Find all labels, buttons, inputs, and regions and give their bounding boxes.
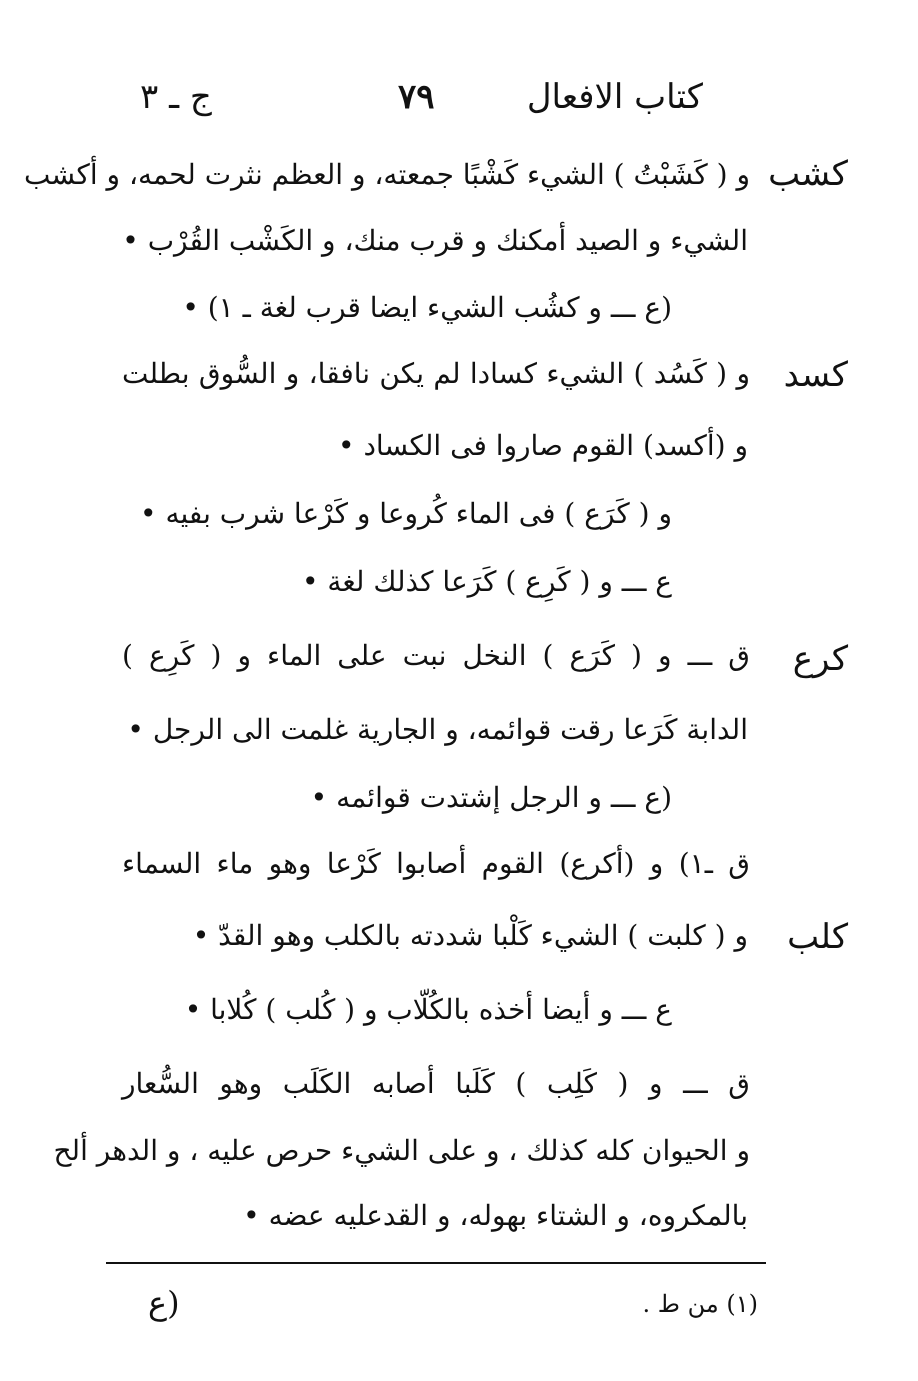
entry-line: و ( كَسُد ) الشيء كسادا لم يكن نافقا، و السُّوق بطلت bbox=[122, 357, 750, 390]
entry-line: بالمكروه، و الشتاء بهوله، و القدعليه عضه • bbox=[243, 1199, 748, 1232]
entry-line: ق ـ١) و (أكرع) القوم أصابوا كَرْعا وهو ماء السماء bbox=[122, 847, 750, 880]
entry-line: ع ـــ و ( كَرِع ) كَرَعا كذلك لغة • bbox=[301, 565, 672, 598]
entry-line: (ع ـــ و الرجل إشتدت قوائمه • bbox=[310, 781, 672, 814]
footnote: (١) من ط . bbox=[642, 1290, 758, 1318]
headword: كلب bbox=[787, 917, 848, 957]
volume-label: ج ـ ٣ bbox=[140, 77, 212, 117]
headword: كسد bbox=[783, 355, 848, 395]
footnote-divider bbox=[106, 1262, 766, 1264]
entry-line: و ( كَشَبْتُ ) الشيء كَشْبًا جمعته، و العظم نثرت لحمه، و أكشب bbox=[24, 158, 750, 191]
entry-line: ق ـــ و ( كَلِب ) كَلَبا أصابه الكَلَب وهو السُّعار bbox=[122, 1067, 750, 1100]
entry-line: و الحيوان كله كذلك ، و على الشيء حرص عليه ، و الدهر ألح bbox=[53, 1134, 750, 1167]
entry-line: و (أكسد) القوم صاروا فى الكساد • bbox=[338, 429, 748, 462]
book-title: كتاب الافعال bbox=[526, 77, 703, 117]
page-number: ٧٩ bbox=[398, 77, 435, 117]
entry-line: و ( كلبت ) الشيء كَلْبا شددته بالكلب وهو القدّ • bbox=[192, 919, 748, 952]
headword: كشب bbox=[768, 154, 848, 194]
entry-line: ق ـــ و ( كَرَع ) النخل نبت على الماء و ( كَرِع ) bbox=[122, 639, 750, 672]
entry-line: الدابة كَرَعا رقت قوائمه، و الجارية غلمت الى الرجل • bbox=[127, 713, 748, 746]
entry-line: ع ـــ و أيضا أخذه بالكُلّاب و ( كُلب ) كُلابا • bbox=[184, 993, 672, 1026]
headword: كرع bbox=[792, 639, 848, 679]
entry-line: الشيء و الصيد أمكنك و قرب منك، و الكَشْب القُرْب • bbox=[122, 224, 748, 257]
entry-line: (ع ـــ و كشُب الشيء ايضا قرب لغة ـ ١) • bbox=[182, 291, 672, 324]
entry-line: و ( كَرَع ) فى الماء كُروعا و كَرْعا شرب بفيه • bbox=[140, 497, 672, 530]
catchword: (ع bbox=[148, 1284, 180, 1322]
